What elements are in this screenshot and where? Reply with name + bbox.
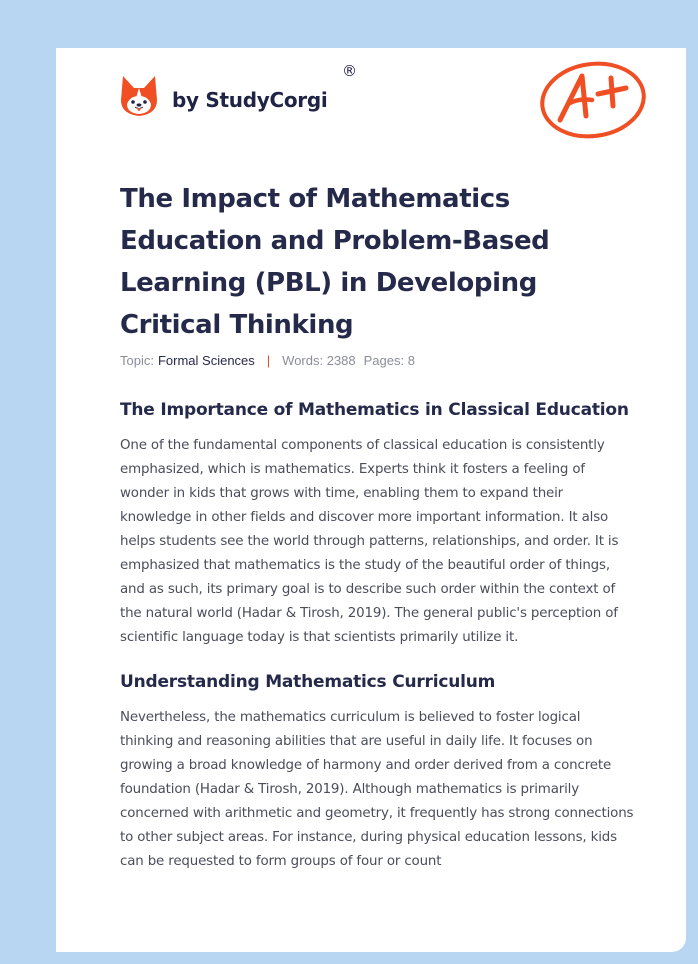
section-heading: Understanding Mathematics Curriculum xyxy=(120,672,496,692)
section-paragraph: Nevertheless, the mathematics curriculum is believed to foster logical thinking and reasoning abilities that are useful in daily life. It focuses on growing a broad knowledge of harmony and order derived from a concrete foundation (Hadar & Tirosh, 2019). Although mathematics is primarily concerned with arithmetic and geometry, it frequently has strong connections to other subject areas. For instance, during physical education lessons, kids can be requested to form groups of four or count xyxy=(120,710,634,869)
corgi-face-icon xyxy=(120,74,158,118)
topic-label: Topic: xyxy=(120,353,154,368)
word-count: Words: 2388 xyxy=(282,353,356,368)
document-card xyxy=(56,48,686,952)
brand-name: by StudyCorgi xyxy=(172,88,328,112)
topic-link[interactable]: Formal Sciences xyxy=(157,353,255,368)
a-plus-grade-icon xyxy=(538,58,648,147)
section-paragraph: One of the fundamental components of classical education is consistently emphasized, which is mathematics. Experts think it fosters a feeling of wonder in kids that grows with time, enabling them to expand their knowledge in other fields and discover more important information. It also helps students see the world through patterns, relationships, and order. It is emphasized that mathematics is the study of the beautiful order of things, and as such, its primary goal is to describe such order within the context of the natural world (Hadar & Tirosh, 2019). The general public's perception of scientific language today is that scientists primarily utilize it. xyxy=(120,438,619,645)
section-importance xyxy=(120,398,635,650)
section-curriculum xyxy=(120,670,635,874)
article-meta xyxy=(120,353,415,368)
studycorgi-logo[interactable] xyxy=(120,74,327,118)
article-title: The Impact of Mathematics Education and Problem-Based Learning (PBL) in Developing Critical Thinking xyxy=(120,184,550,340)
registered-mark: ® xyxy=(342,62,357,80)
page-count: Pages: 8 xyxy=(363,353,415,368)
meta-separator: | xyxy=(266,353,271,368)
article-body xyxy=(120,398,635,894)
section-heading: The Importance of Mathematics in Classical Education xyxy=(120,400,629,420)
